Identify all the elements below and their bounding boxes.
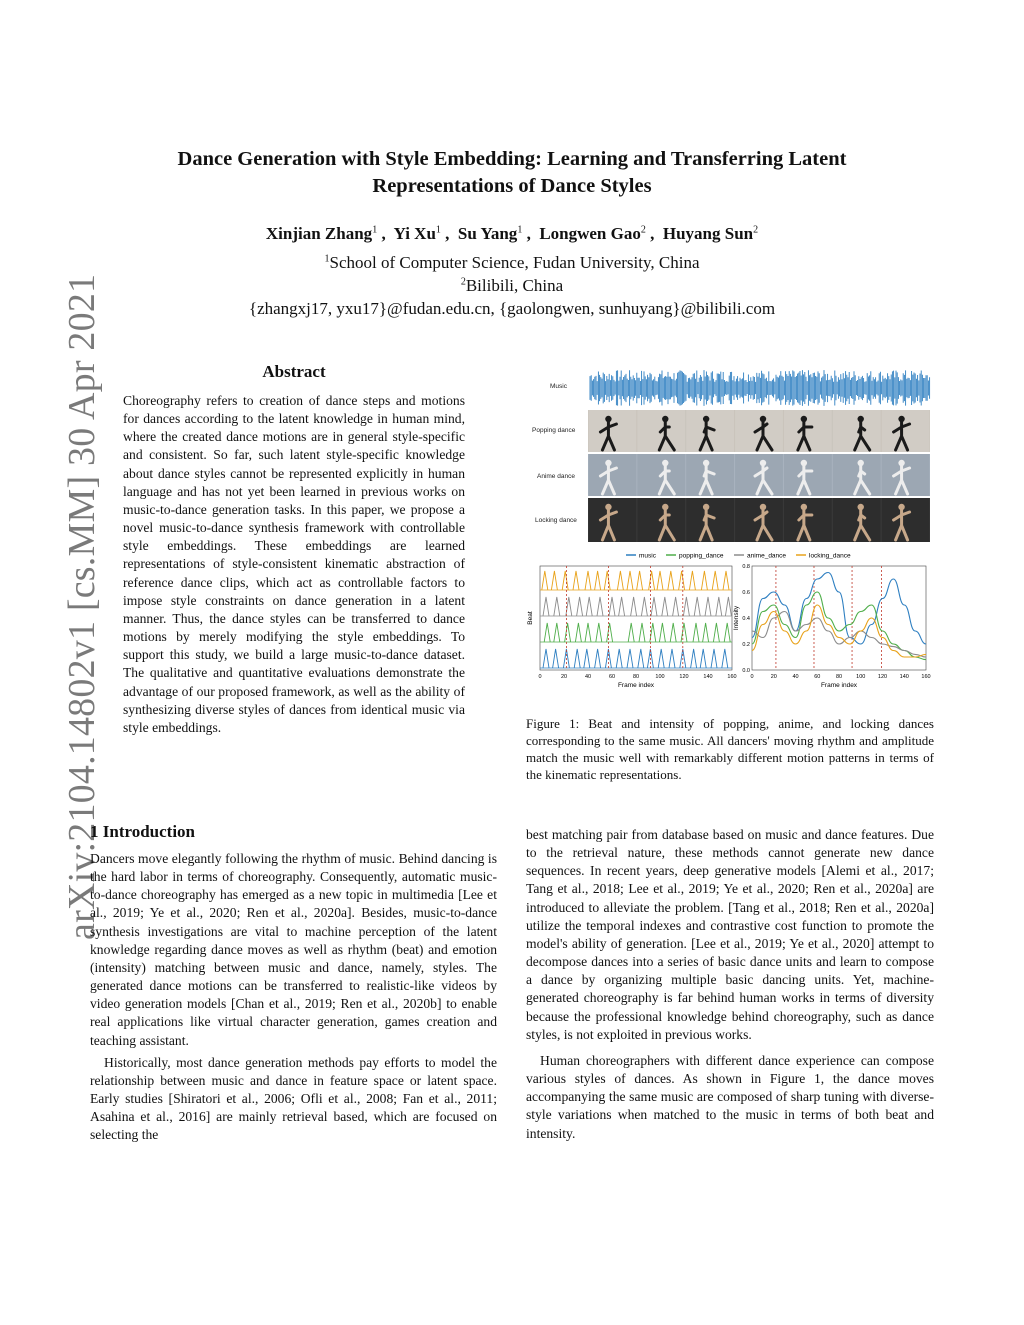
intensity-x-tick: 120 [877, 674, 888, 680]
row-label-anime: Anime dance [537, 473, 575, 480]
beat-x-tick: 0 [538, 674, 542, 680]
arxiv-identifier: arXiv:2104.14802v1 [cs.MM] 30 Apr 2021 [61, 273, 103, 940]
legend-popping: popping_dance [679, 552, 724, 560]
intensity-y-tick: 0.2 [742, 642, 750, 648]
author: Su Yang$^1$ [457, 224, 523, 243]
intro-paragraph-2: Historically, most dance generation methods pay efforts to model the relationship between music and dance in feature space or latent space. Early studies [Shiratori et al., 2006; Ofli et al., 2008; Fan et al., 2011; Asahina et al., 2016] are mainly retrieval based, which are focused on selecting the [90, 1054, 497, 1143]
author: Huyang Sun$^2$ [662, 224, 759, 243]
anime-frames-strip [588, 454, 930, 496]
intro-paragraph-4: Human choreographers with different dance experience can compose various styles of dances. As shown in Figure 1, the dance moves accompanying the same music are composed of sharp tuning with diverse-style variations when matched to the music in terms of both beat and intensity. [526, 1052, 934, 1141]
section-heading-introduction: 1 Introduction [90, 822, 196, 841]
intensity-x-tick: 80 [835, 674, 843, 680]
author-list: Xinjian Zhang$^1$ , Yi Xu$^1$ , Su Yang$^1$ , Longwen Gao$^2$ , Huyang Sun$^2$ [265, 224, 759, 243]
intensity-y-tick: 0.8 [742, 564, 750, 570]
beat-x-tick: 100 [655, 674, 665, 680]
chart-legend [626, 553, 851, 560]
beat-x-tick: 120 [679, 674, 689, 680]
beat-x-tick: 140 [703, 674, 713, 680]
row-label-music: Music [550, 383, 567, 390]
intensity-x-tick: 0 [750, 674, 754, 680]
intro-paragraph-3: best matching pair from database based on music and dance features. Due to the retrieval nature, these methods cannot generate new dance sequences. In recent years, deep generative models [Alemi et al., 2017; Tang et al., 2018; Lee et al., 2019; Ye et al., 2020; Ren et al., 2020a] are introduced to alleviate the problem. [Tang et al., 2018; Ren et al., 2020a] utilize the temporal indexes and contrastive cost function to promote the model's ability of generation. [Lee et al., 2019; Ye et al., 2020] attempt to decompose dances into a series of basic dance units and learn to compose a dance by organizing multiple basic dancing units. Yet, machine-generated choreography is far behind human works in terms of diversity because the professional knowledge behind choreography, such as dance styles, is not exploited in previous works. [526, 827, 934, 1042]
intensity-x-tick: 100 [856, 674, 866, 680]
row-label-locking: Locking dance [535, 517, 577, 524]
beat-chart [527, 566, 737, 689]
beat-x-tick: 20 [560, 674, 568, 680]
beat-series-anime_dance [543, 597, 731, 616]
legend-anime: anime_dance [747, 552, 787, 560]
abstract-body: Choreography refers to creation of dance steps and motions for dances according to the latent knowledge in human mind, where the created dance motions are in general style-specific and consistent. So far, such latent style-specific knowledge about dance styles cannot be represented explicitly in human language and has not yet been learned in previous works on music-to-dance generation tasks. In this paper, we propose a novel music-to-dance synthesis framework with controllable style embeddings. These embeddings are learned representations of style-consistent kinematic abstraction of reference dance clips, which act as controllable factors to impose style constraints on dance generation in a latent manner. Thus, the dance styles can be transferred to dance motions by merely modifying the style embeddings. To support this study, we build a large music-to-dance dataset. The qualitative and quantitative evaluations demonstrate the advantage of our proposed framework, as well as the ability of synthesizing diverse styles of dances from identical music via style embeddings. [123, 393, 465, 735]
figure-1-graphic [526, 360, 934, 690]
author: Longwen Gao$^2$ [539, 224, 646, 243]
beat-series-popping_dance [544, 623, 730, 642]
beat-x-tick: 40 [584, 674, 592, 680]
left-column-text [90, 850, 497, 1145]
intensity-y-tick: 0.0 [742, 668, 750, 674]
row-label-popping: Popping dance [532, 427, 576, 434]
beat-x-tick: 80 [632, 674, 640, 680]
waveform-path [590, 370, 930, 406]
intensity-y-tick: 0.6 [742, 590, 750, 596]
intensity-x-tick: 40 [792, 674, 799, 680]
beat-x-tick: 60 [608, 674, 616, 680]
beat-x-label: Frame index [617, 682, 655, 689]
title-line-1: Dance Generation with Style Embedding: Learning and Transferring Latent [177, 148, 847, 170]
intensity-x-tick: 140 [899, 674, 909, 680]
right-column-text [526, 826, 934, 1143]
intensity-x-label: Frame index [820, 682, 858, 689]
arxiv-sidebar [14, 273, 103, 940]
author: Yi Xu$^1$ [393, 224, 441, 243]
legend-locking: locking_dance [809, 552, 851, 560]
author: Xinjian Zhang$^1$ [265, 224, 378, 243]
intensity-x-tick: 160 [921, 674, 931, 680]
paper-title [0, 146, 1024, 200]
popping-frames-strip [588, 410, 930, 452]
intensity-x-tick: 60 [814, 674, 821, 680]
beat-series-locking_dance [542, 571, 729, 590]
affiliation-2: $^2$Bilibili, China [460, 276, 564, 295]
intensity-y-label: Intensity [733, 605, 740, 631]
intro-paragraph-1: Dancers move elegantly following the rhythm of music. Behind dancing is the hard labor in terms of choreography. Consequently, automatic music-to-dance choreography has emerged as a new topic in multimedia [Lee et al., 2019; Ye et al., 2020; Ren et al., 2020a]. Besides, music-to-dance synthesis investigations are vital to machine perception of the latent knowledge regarding dance moves as well as rhythm (beat) and emotion (intensity) matching between music and dance, namely, styles. The generated dance motions can be transferred to realistic-like videos by video generation models [Chan et al., 2019; Ren et al., 2020b] to enable real applications like virtual character generation, games creation and teaching assistant. [90, 851, 497, 1048]
intensity-x-tick: 20 [770, 674, 777, 680]
beat-axes-frame [540, 566, 732, 670]
locking-frames-strip [588, 498, 930, 542]
intensity-y-tick: 0.4 [742, 616, 750, 622]
figure-caption: Figure 1: Beat and intensity of popping, anime, and locking dances corresponding to the same music. All dancers' moving rhythm and amplitude match the music well with remarkably different motion patterns in terms of the kinematic representations. [526, 716, 934, 782]
beat-y-label: Beat [527, 611, 534, 625]
legend-music: music [639, 552, 656, 560]
intensity-series-music [752, 573, 926, 645]
figure-1 [526, 360, 934, 690]
abstract-heading: Abstract [262, 362, 326, 381]
intensity-chart [733, 564, 931, 689]
music-waveform [590, 370, 930, 406]
beat-x-tick: 160 [727, 674, 737, 680]
title-line-2: Representations of Dance Styles [372, 175, 652, 197]
author-emails: {zhangxj17, yxu17}@fudan.edu.cn, {gaolongwen, sunhuyang}@bilibili.com [248, 299, 776, 318]
beat-series-music [543, 649, 728, 668]
affiliation-1: $^1$School of Computer Science, Fudan University, China [324, 253, 700, 272]
